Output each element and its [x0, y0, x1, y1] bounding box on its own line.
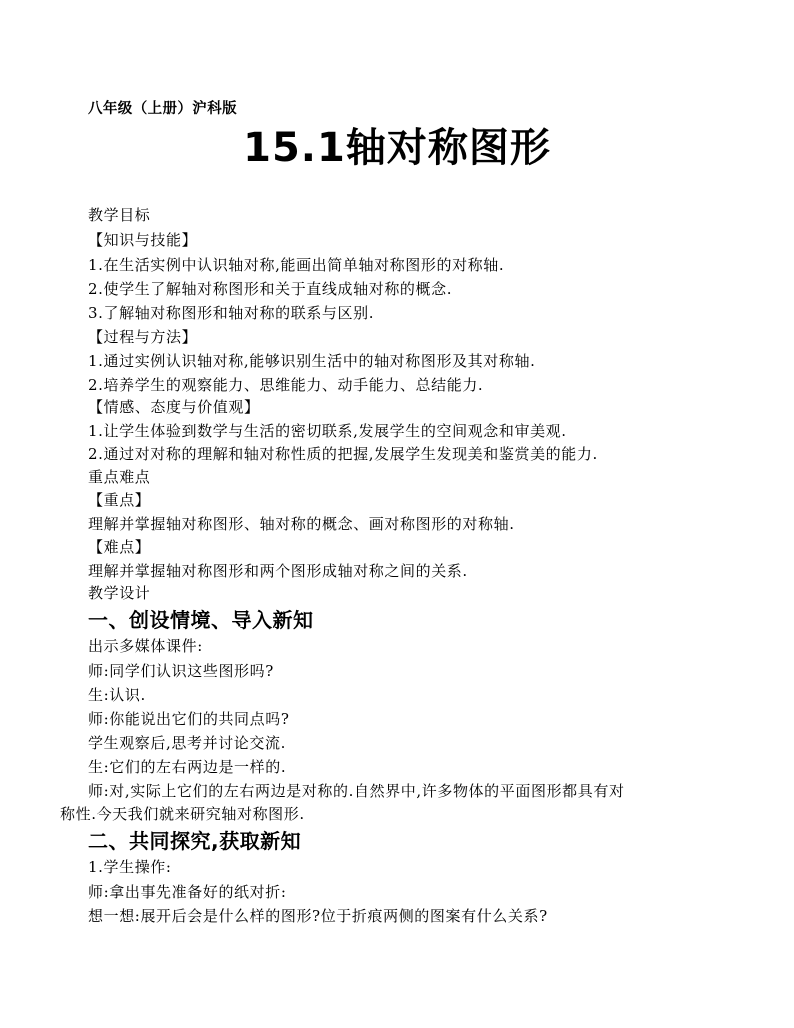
section1-line: 师:你能说出它们的共同点吗?: [88, 710, 290, 728]
knowledge-item: 2.使学生了解轴对称图形和关于直线成轴对称的概念.: [88, 280, 453, 298]
process-label: 【过程与方法】: [88, 328, 198, 346]
section2-line: 1.学生操作:: [88, 858, 172, 876]
emotion-label: 【情感、态度与价值观】: [88, 398, 260, 416]
page-title: 15.1轴对称图形: [243, 125, 551, 171]
objectives-heading: 教学目标: [88, 206, 151, 224]
design-heading: 教学设计: [88, 584, 151, 602]
knowledge-item: 3.了解轴对称图形和轴对称的联系与区别.: [88, 304, 375, 322]
difficulty-text: 理解并掌握轴对称图形和两个图形成轴对称之间的关系.: [88, 562, 468, 580]
grade-label: 八年级（上册）沪科版: [88, 100, 237, 117]
knowledge-label: 【知识与技能】: [88, 231, 198, 249]
knowledge-item: 1.在生活实例中认识轴对称,能画出简单轴对称图形的对称轴.: [88, 256, 505, 274]
process-item: 2.培养学生的观察能力、思维能力、动手能力、总结能力.: [88, 376, 484, 394]
emotion-item: 1.让学生体验到数学与生活的密切联系,发展学生的空间观念和审美观.: [88, 422, 567, 440]
keypoints-heading: 重点难点: [88, 468, 151, 486]
section1-line: 师:对,实际上它们的左右两边是对称的.自然界中,许多物体的平面图形都具有对: [88, 782, 625, 800]
process-item: 1.通过实例认识轴对称,能够识别生活中的轴对称图形及其对称轴.: [88, 352, 536, 370]
section1-line: 出示多媒体课件:: [88, 637, 203, 655]
difficulty-label: 【难点】: [88, 538, 151, 556]
focus-label: 【重点】: [88, 491, 151, 509]
section1-line: 师:同学们认识这些图形吗?: [88, 662, 274, 680]
focus-text: 理解并掌握轴对称图形、轴对称的概念、画对称图形的对称轴.: [88, 515, 515, 533]
section1-line: 学生观察后,思考并讨论交流.: [88, 734, 286, 752]
section1-line: 生:它们的左右两边是一样的.: [88, 758, 287, 776]
section2-line: 师:拿出事先准备好的纸对折:: [88, 883, 287, 901]
section2-line: 想一想:展开后会是什么样的图形?位于折痕两侧的图案有什么关系?: [88, 907, 548, 925]
section2-heading: 二、共同探究,获取新知: [88, 829, 302, 853]
section1-heading: 一、创设情境、导入新知: [88, 608, 314, 632]
section1-line: 称性.今天我们就来研究轴对称图形.: [60, 805, 305, 823]
emotion-item: 2.通过对对称的理解和轴对称性质的把握,发展学生发现美和鉴赏美的能力.: [88, 445, 598, 463]
section1-line: 生:认识.: [88, 686, 146, 704]
